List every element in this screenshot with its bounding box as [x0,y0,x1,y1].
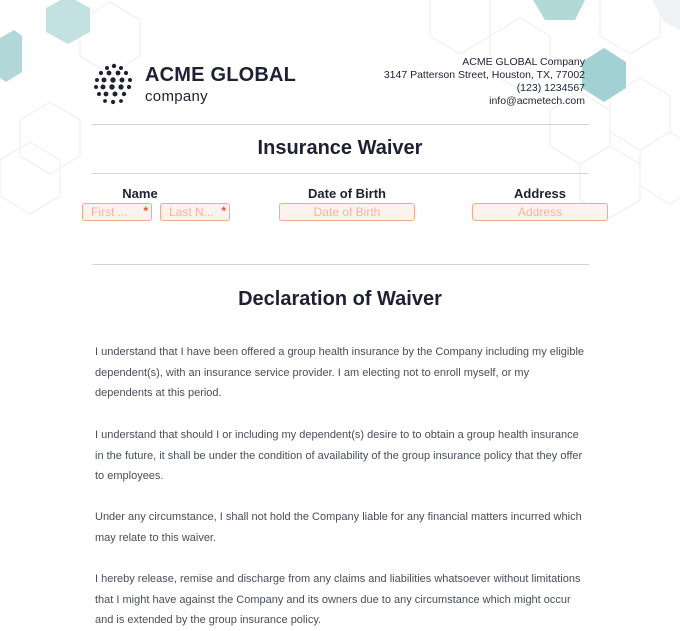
last-name-input[interactable] [160,203,230,221]
first-name-input[interactable] [82,203,152,221]
globe-logo-icon [92,62,136,106]
company-phone-line: (123) 1234567 [516,82,585,94]
declaration-paragraph: Under any circumstance, I shall not hold the Company liable for any financial matters incurred which may relate to this waiver. [95,511,582,544]
date-of-birth-input[interactable] [279,203,415,221]
form-title: Insurance Waiver [257,137,423,159]
company-address-line: 3147 Patterson Street, Houston, TX, 77002 [383,69,585,81]
declaration-paragraph: I understand that should I or including my dependent(s) desire to to obtain a group health insurance in the future, it shall be under the condition of availability of the group insurance policy that they offer to employees. [95,429,583,482]
declaration-title: Declaration of Waiver [238,288,442,310]
address-placeholder: Address [517,205,563,219]
company-email-line: info@acmetech.com [489,95,585,107]
company-contact-info [384,56,585,108]
dob-label: Date of Birth [308,186,386,201]
brand-subtitle: company [145,88,208,105]
address-label: Address [513,186,567,201]
dob-placeholder: Date of Birth [313,205,381,219]
company-name-line: ACME GLOBAL Company [462,56,585,68]
brand-name: ACME GLOBAL [145,64,297,86]
declaration-paragraph: I understand that I have been offered a group health insurance by the Company including my eligible dependent(s), with an insurance service provider. I am electing not to enroll myself, or my dependents at this period. [95,346,585,399]
divider-top [92,124,589,125]
name-label: Name [122,186,158,201]
address-input[interactable] [472,203,608,221]
last-name-placeholder: Last N... [169,205,214,219]
declaration-paragraph: I hereby release, remise and discharge from any claims and liabilities whatsoever without limitations that I might have against the Company and its owners due to any circumstance which might occur and is extended by the group insurance policy. [95,573,581,626]
first-name-placeholder: First ... [91,205,128,219]
brand [145,64,296,106]
divider-declaration [92,264,589,265]
required-asterisk: * [143,204,148,218]
divider-form [92,173,589,174]
required-asterisk: * [221,204,226,218]
